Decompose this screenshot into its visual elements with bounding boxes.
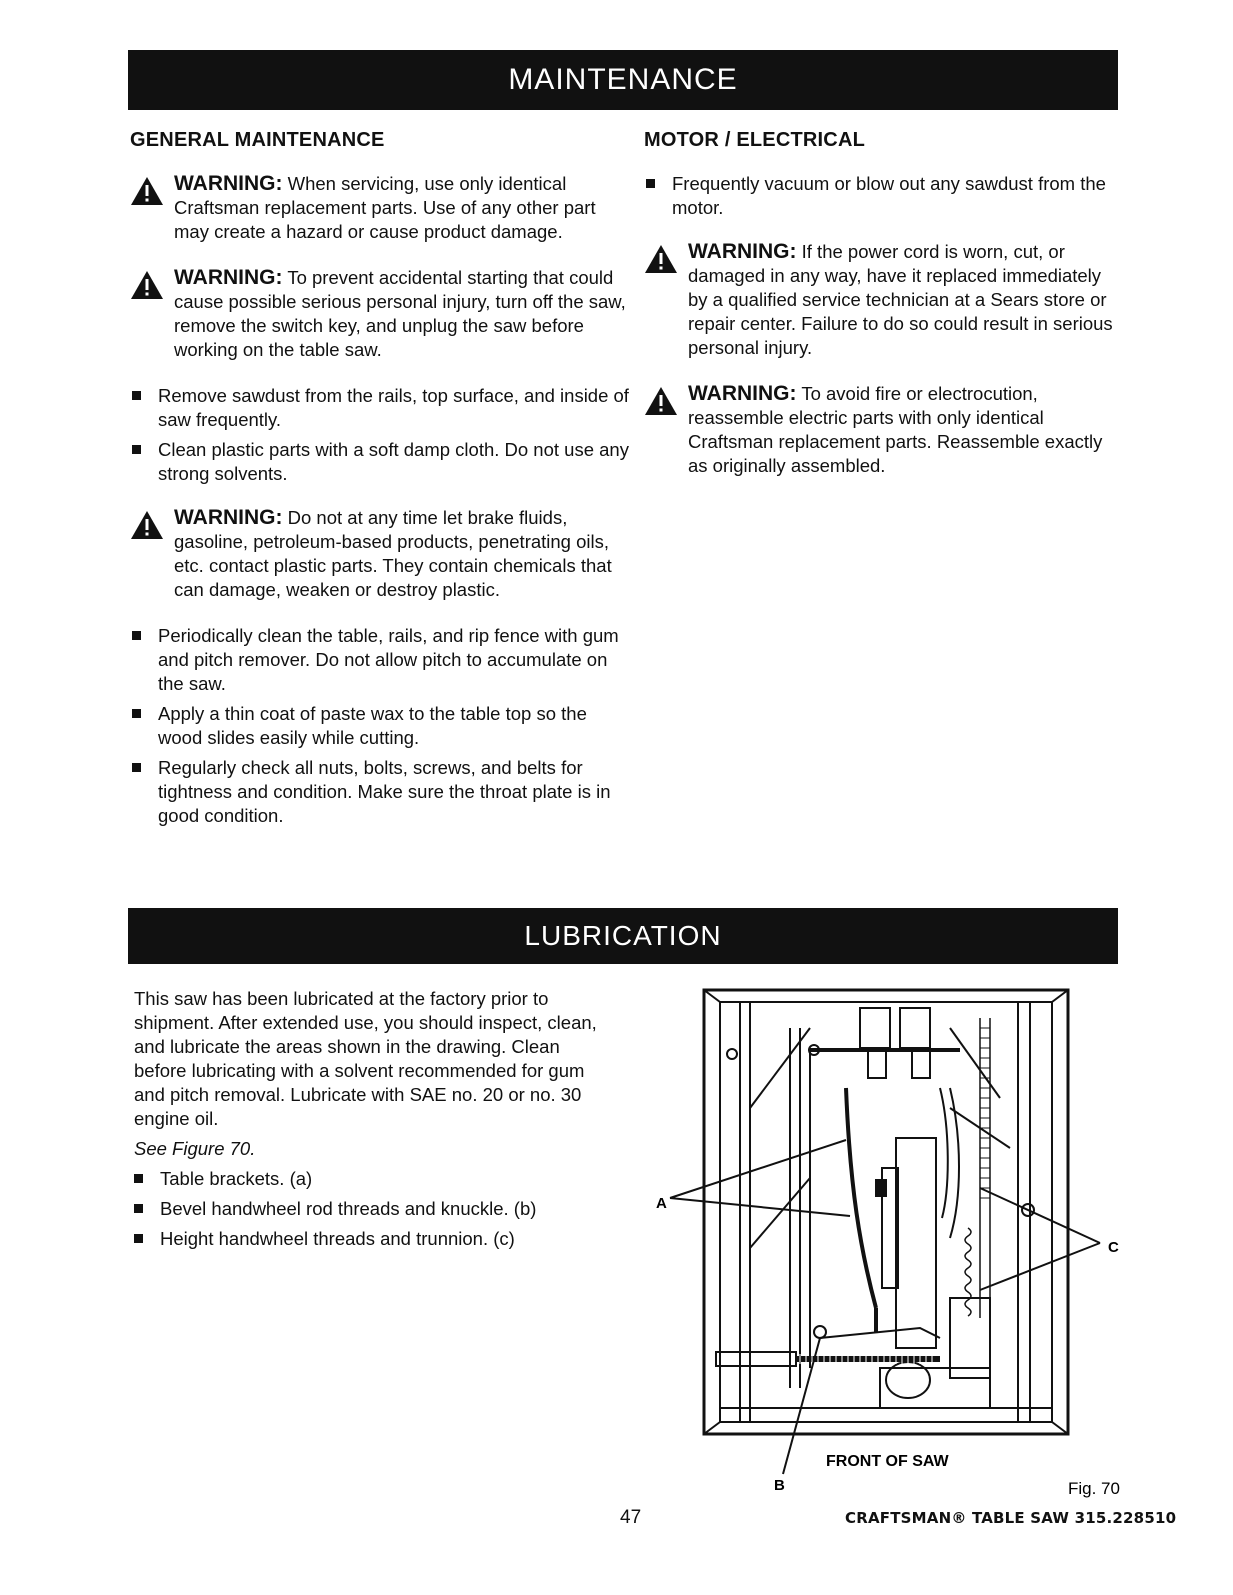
- warning-label: WARNING:: [174, 506, 283, 529]
- footer-brand: CRAFTSMAN® TABLE SAW 315.228510: [845, 1509, 1177, 1527]
- figure-70-saw-underside-diagram: [650, 988, 1130, 1498]
- lubrication-banner: LUBRICATION: [128, 908, 1118, 964]
- warning-accidental-start: [130, 266, 630, 362]
- warning-text: When servicing, use only identical Craftsman replacement parts. Use of any other part may create a hazard or cause product damage.: [174, 173, 596, 242]
- warning-text: To avoid fire or electrocution, reassemble electric parts with only identical Craftsman replacement parts. Reassemble exactly as originally assembled.: [688, 383, 1103, 476]
- warning-label: WARNING:: [174, 266, 283, 289]
- lubrication-section: [134, 987, 614, 1271]
- motor-electrical-section: [644, 128, 1124, 500]
- warning-plastic-parts: [130, 506, 630, 602]
- warning-electrocution: [644, 382, 1124, 478]
- motor-bullet-list: [644, 172, 1124, 220]
- list-item: Frequently vacuum or blow out any sawdust from the motor.: [644, 172, 1124, 220]
- front-of-saw-label: FRONT OF SAW: [826, 1453, 949, 1470]
- warning-triangle-icon: [130, 510, 164, 540]
- list-item: Remove sawdust from the rails, top surface, and inside of saw frequently.: [130, 384, 630, 432]
- warning-triangle-icon: [130, 176, 164, 206]
- warning-triangle-icon: [130, 270, 164, 300]
- list-item: Height handwheel threads and trunnion. (c): [132, 1227, 614, 1251]
- warning-text: To prevent accidental starting that could cause possible serious personal injury, turn off the saw, remove the switch key, and unplug the saw before working on the table saw.: [174, 267, 626, 360]
- figure-number-label: Fig. 70: [1068, 1479, 1120, 1498]
- warning-replacement-parts: [130, 172, 630, 244]
- list-item: Clean plastic parts with a soft damp cloth. Do not use any strong solvents.: [130, 438, 630, 486]
- warning-label: WARNING:: [174, 172, 283, 195]
- cleaning-bullet-list: [130, 384, 630, 486]
- lubrication-bullet-list: [132, 1167, 614, 1251]
- lubrication-intro: This saw has been lubricated at the factory prior to shipment. After extended use, you should inspect, clean, and lubricate the areas shown in the drawing. Clean before lubricating with a solvent recommended for gum and pitch removal. Lubricate with SAE no. 20 or no. 30 engine oil.: [134, 988, 597, 1129]
- general-maintenance-section: [130, 128, 630, 848]
- warning-label: WARNING:: [688, 382, 797, 405]
- page-number: 47: [620, 1507, 642, 1528]
- list-item: Periodically clean the table, rails, and rip fence with gum and pitch remover. Do not allow pitch to accumulate on the saw.: [130, 624, 630, 696]
- motor-electrical-heading: MOTOR / ELECTRICAL: [644, 129, 866, 151]
- warning-triangle-icon: [644, 244, 678, 274]
- list-item: Bevel handwheel rod threads and knuckle. (b): [132, 1197, 614, 1221]
- warning-text: If the power cord is worn, cut, or damaged in any way, have it replaced immediately by a qualified service technician at a Sears store or repair center. Failure to do so could result in serious personal injury.: [688, 241, 1113, 358]
- list-item: Table brackets. (a): [132, 1167, 614, 1191]
- maintenance-banner: MAINTENANCE: [128, 50, 1118, 110]
- warning-label: WARNING:: [688, 240, 797, 263]
- general-maintenance-heading: GENERAL MAINTENANCE: [130, 129, 385, 151]
- callout-label-c: C: [1108, 1239, 1119, 1256]
- see-figure-reference: See Figure 70.: [134, 1138, 256, 1159]
- warning-power-cord: [644, 240, 1124, 360]
- callout-label-a: A: [656, 1195, 667, 1212]
- warning-text: Do not at any time let brake fluids, gasoline, petroleum-based products, penetrating oils, etc. contact plastic parts. They contain chemicals that can damage, weaken or destroy plastic.: [174, 507, 612, 600]
- warning-triangle-icon: [644, 386, 678, 416]
- list-item: Regularly check all nuts, bolts, screws, and belts for tightness and condition. Make sure the throat plate is in good condition.: [130, 756, 630, 828]
- list-item: Apply a thin coat of paste wax to the table top so the wood slides easily while cutting.: [130, 702, 630, 750]
- callout-label-b: B: [774, 1477, 785, 1494]
- upkeep-bullet-list: [130, 624, 630, 828]
